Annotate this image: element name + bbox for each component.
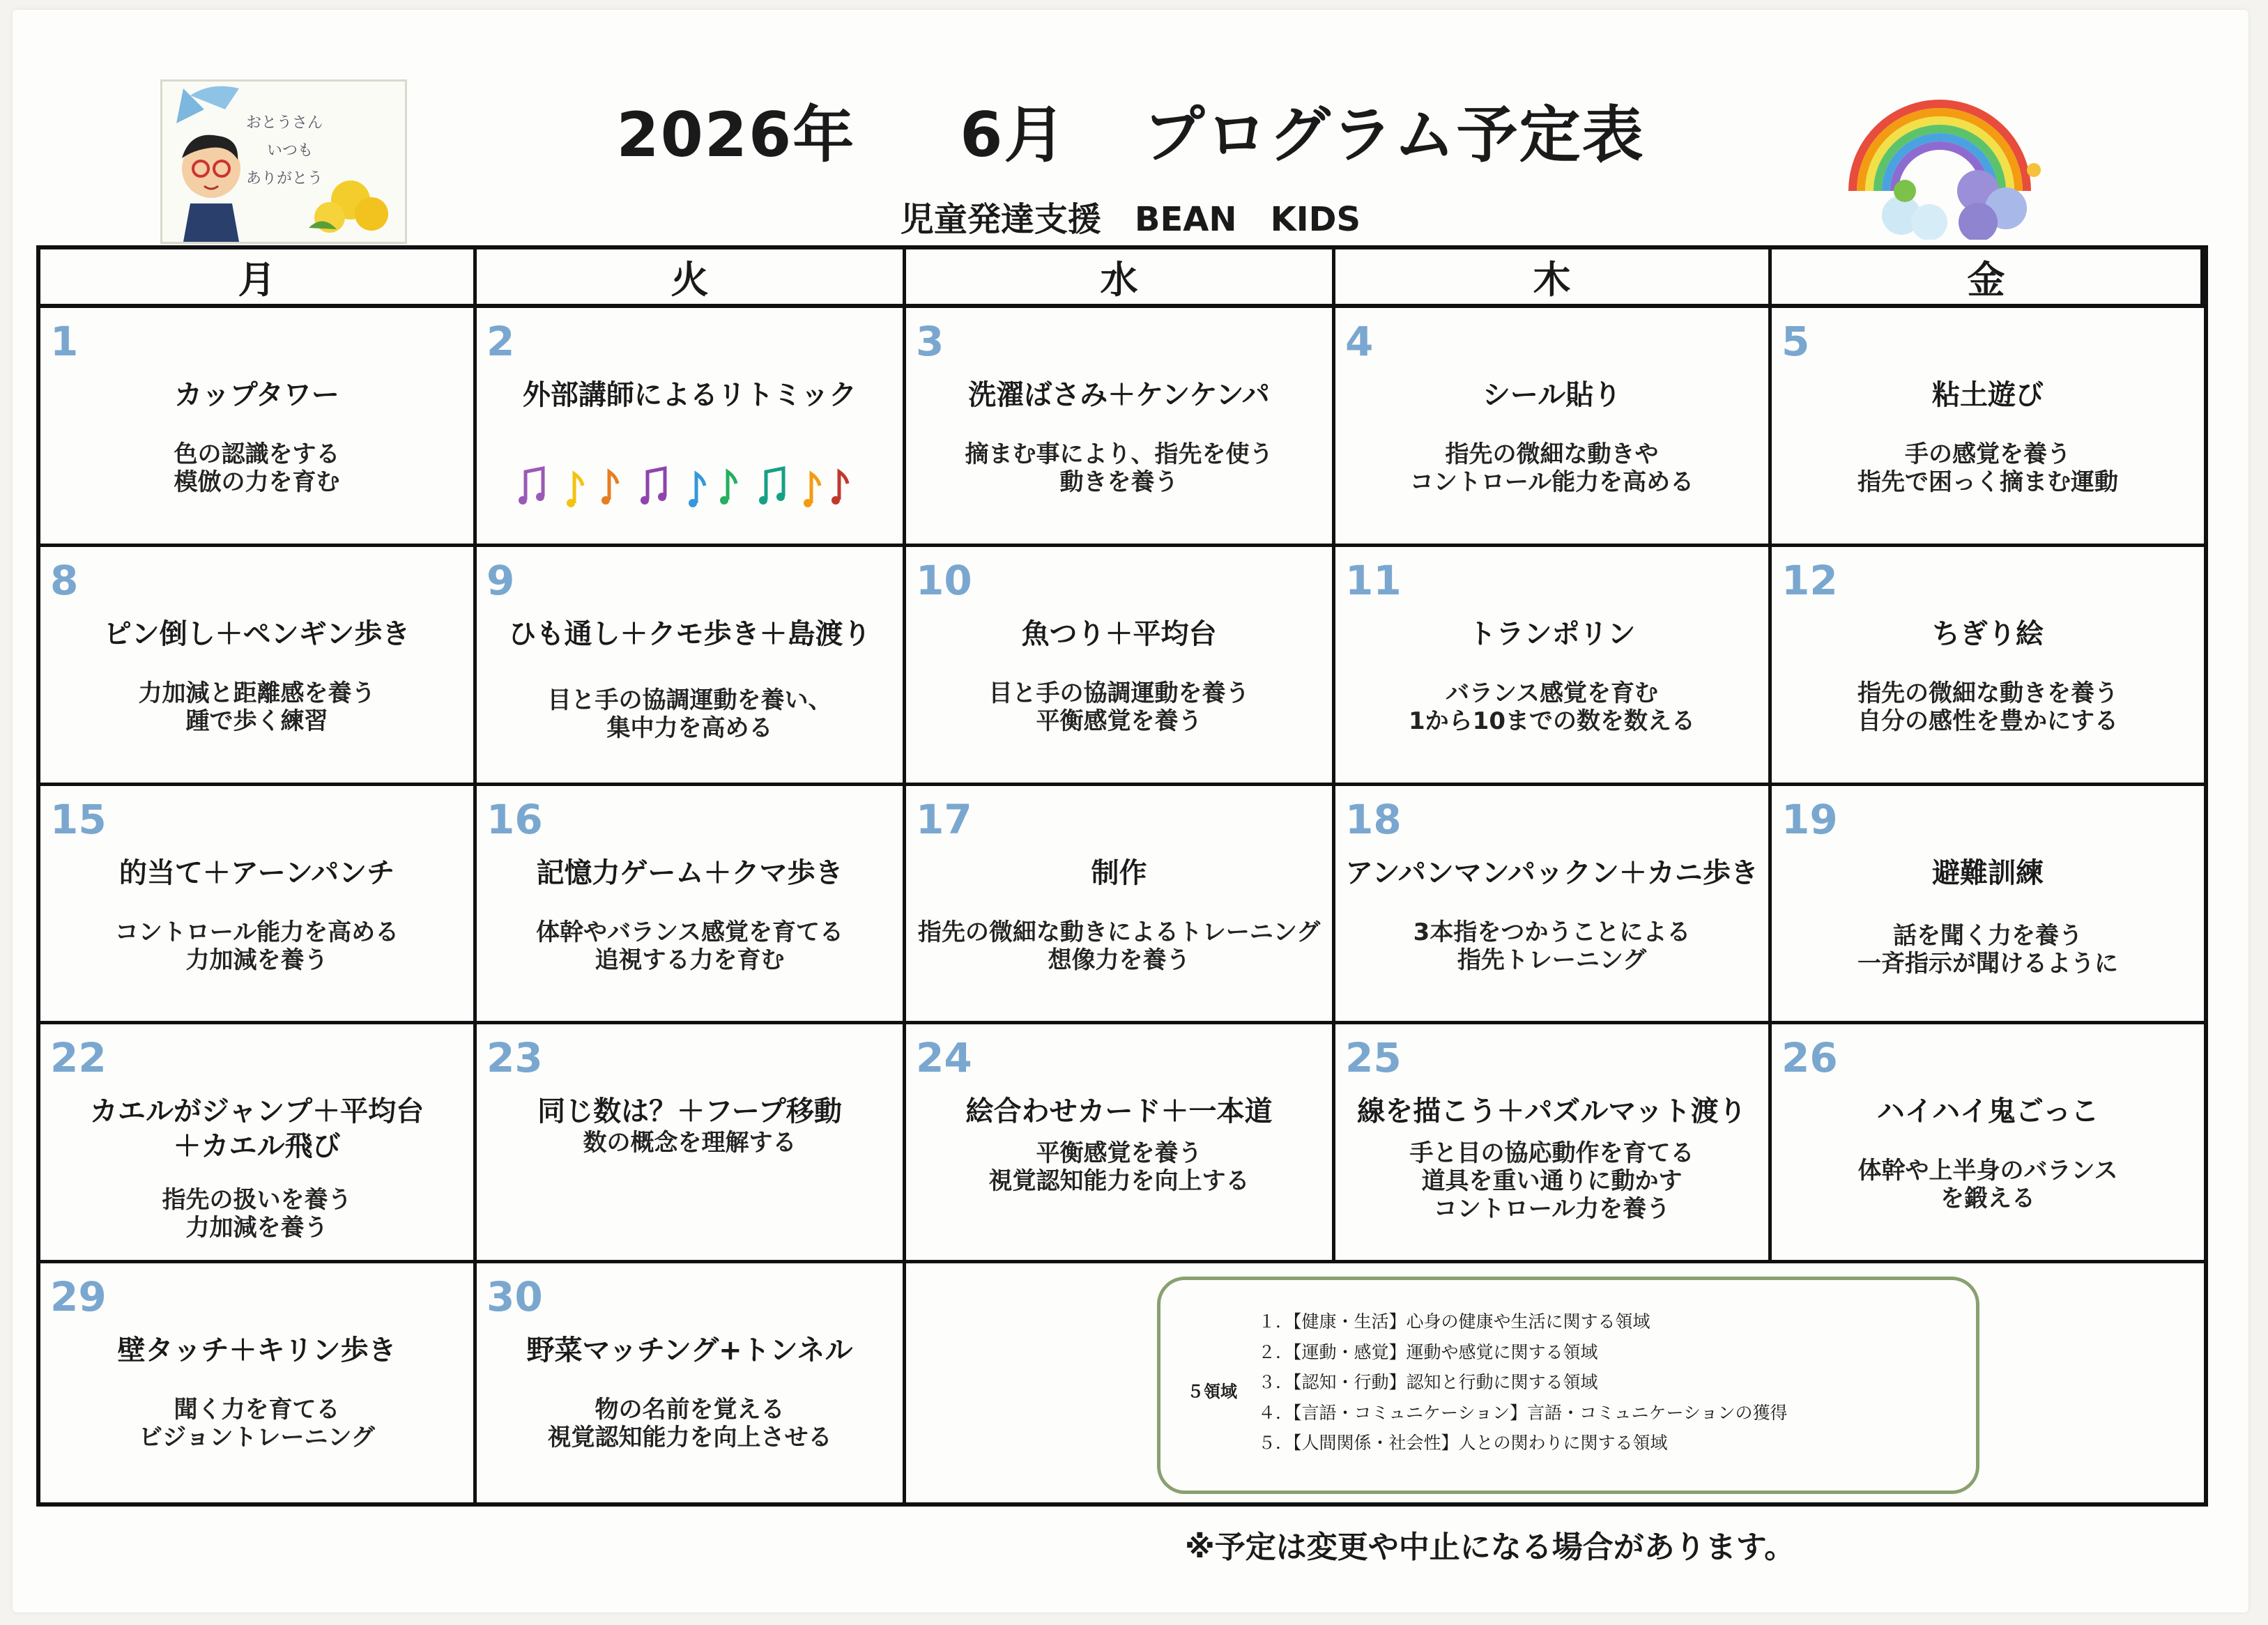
desc-line: 指先の微細な動きを養う [1857, 679, 2118, 707]
program-title: 的当て＋アーンパンチ [118, 856, 395, 889]
desc-line: 物の名前を覚える [595, 1396, 785, 1424]
desc-line: バランス感覚を育む [1446, 679, 1658, 707]
program-description [1772, 922, 2204, 978]
program-description [477, 1396, 903, 1451]
desc-line: 目と手の協調運動を養い、 [547, 686, 832, 714]
program-title: アンパンマンパックン＋カニ歩き [1345, 856, 1759, 889]
schedule-footnote: ※予定は変更や中止になる場合があります。 [1185, 1530, 1795, 1565]
program-title: カエルがジャンプ＋平均台 ＋カエル飛び [89, 1095, 424, 1163]
day-number: 1 [50, 318, 79, 365]
day-cell [40, 308, 477, 547]
program-description [1772, 679, 2204, 735]
day-cell [1772, 1024, 2204, 1263]
desc-line: 平衡感覚を養う [1036, 707, 1202, 735]
legend-label: ５領域 [1187, 1382, 1237, 1401]
desc-line: 視覚認知能力を向上する [988, 1167, 1250, 1196]
program-title: 魚つり＋平均台 [1021, 617, 1217, 650]
desc-line: 3本指をつかうことによる [1413, 918, 1691, 946]
day-number: 17 [916, 795, 972, 843]
day-number: 11 [1345, 556, 1402, 604]
page-title [13, 86, 2248, 174]
day-cell [40, 1024, 477, 1263]
desc-line: 目と手の協調運動を養う [988, 679, 1250, 707]
desc-line: 指先で困っく摘まむ運動 [1857, 468, 2118, 496]
program-title: ちぎり絵 [1932, 617, 2044, 650]
program-title: 壁タッチ＋キリン歩き [117, 1334, 397, 1367]
legend-item: ２．【運動・感覚】運動や感覚に関する領域 [1258, 1341, 1598, 1362]
day-number: 10 [916, 556, 972, 604]
program-description [906, 679, 1332, 735]
desc-line: 視覚認知能力を向上させる [547, 1424, 832, 1452]
day-cell [477, 1263, 906, 1502]
weekday-header: 木 [1335, 249, 1772, 308]
program-description [40, 1396, 473, 1451]
program-title: 線を描こう＋パズルマット渡り [1357, 1095, 1747, 1128]
desc-line: 聞く力を育てる [174, 1396, 340, 1424]
title-year: 2026年 [616, 99, 856, 171]
day-number: 2 [486, 318, 515, 365]
day-number: 4 [1345, 318, 1374, 365]
day-cell [477, 308, 906, 547]
desc-line: 数の概念を理解する [583, 1129, 797, 1157]
legend-list [1258, 1307, 1788, 1458]
day-cell [40, 1263, 477, 1502]
legend-item: １．【健康・生活】心身の健康や生活に関する領域 [1258, 1311, 1650, 1332]
desc-line: 自分の感性を豊かにする [1857, 707, 2118, 735]
day-number: 3 [916, 318, 944, 365]
page-subtitle: 児童発達支援 BEAN KIDS [900, 200, 1361, 239]
desc-line: 摘まむ事により、指先を使う [965, 440, 1273, 468]
day-number: 22 [50, 1034, 107, 1082]
desc-line: コントロール力を養う [1433, 1195, 1671, 1224]
weekday-header: 水 [906, 249, 1335, 308]
program-description [1335, 679, 1768, 735]
program-description [1335, 1139, 1768, 1223]
day-cell [1335, 786, 1772, 1025]
title-text: プログラム予定表 [1143, 99, 1645, 171]
desc-line: 力加減を養う [185, 946, 328, 974]
program-title: トランポリン [1468, 617, 1636, 650]
program-description [1772, 440, 2204, 496]
desc-line: 平衡感覚を養う [1036, 1139, 1202, 1168]
card-line: いつも [267, 142, 314, 160]
desc-line: を鍛える [1940, 1185, 2035, 1213]
day-cell [1772, 786, 2204, 1025]
legend-item: ５．【人間関係・社会性】人との関わりに関する領域 [1258, 1433, 1668, 1453]
desc-line: 体幹やバランス感覚を育てる [536, 918, 843, 946]
desc-line: 指先トレーニング [1457, 946, 1647, 974]
desc-line: コントロール能力を高める [114, 918, 399, 946]
program-description [477, 918, 903, 974]
day-number: 25 [1345, 1034, 1402, 1082]
desc-line: 体幹や上半身のバランス [1857, 1157, 2118, 1185]
day-number: 5 [1782, 318, 1810, 365]
program-title: 野菜マッチング+トンネル [526, 1334, 853, 1367]
desc-line: 力加減と距離感を養う [138, 679, 376, 707]
program-description [1335, 918, 1768, 974]
program-description [906, 1139, 1332, 1195]
program-title: 避難訓練 [1932, 856, 2044, 889]
day-number: 23 [486, 1034, 543, 1082]
program-title: ひも通し＋クモ歩き＋島渡り [508, 617, 871, 650]
desc-line: 模倣の力を育む [174, 468, 340, 496]
program-title: 絵合わせカード＋一本道 [965, 1095, 1273, 1128]
desc-line: 力加減を養う [185, 1214, 328, 1242]
program-title: ハイハイ鬼ごっこ [1876, 1095, 2099, 1128]
day-cell [906, 786, 1335, 1025]
program-description [1772, 1157, 2204, 1212]
program-description [906, 440, 1332, 496]
day-cell [906, 308, 1335, 547]
program-description [477, 686, 903, 742]
music-notes-icon [519, 461, 853, 510]
desc-line: 1から10までの数を数える [1409, 707, 1695, 735]
desc-line: 指先の微細な動きや [1445, 440, 1659, 468]
day-cell [477, 786, 906, 1025]
desc-line: ビジョントレーニング [139, 1424, 375, 1452]
day-number: 18 [1345, 795, 1402, 843]
day-number: 9 [486, 556, 515, 604]
desc-line: 集中力を高める [606, 714, 773, 742]
desc-line: 指先の扱いを養う [162, 1186, 352, 1215]
weekday-header: 火 [477, 249, 906, 308]
day-cell [1335, 308, 1772, 547]
title-month: 6月 [960, 99, 1067, 171]
desc-line: 手の感覚を養う [1905, 440, 2071, 468]
day-number: 8 [50, 556, 79, 604]
desc-line: 話を聞く力を養う [1893, 921, 2083, 950]
desc-line: 追視する力を育む [595, 946, 785, 974]
program-title: 洗濯ばさみ＋ケンケンパ [968, 379, 1270, 411]
legend-item: ４．【言語・コミュニケーション】言語・コミュニケーションの獲得 [1258, 1402, 1788, 1423]
day-number: 24 [916, 1034, 972, 1082]
program-description [477, 1129, 903, 1157]
program-title: 粘土遊び [1932, 379, 2044, 411]
day-number: 12 [1782, 556, 1838, 604]
program-description [40, 679, 473, 735]
desc-line: 一斉指示が聞けるように [1857, 949, 2118, 978]
desc-line: 手と目の協応動作を育てる [1409, 1139, 1694, 1168]
program-title: カップタワー [174, 379, 339, 411]
five-domains-legend [1157, 1277, 1979, 1494]
card-line: ありがとう [246, 170, 323, 187]
day-number: 26 [1782, 1034, 1838, 1082]
program-title: 外部講師によるリトミック [522, 379, 857, 411]
desc-line: 踵で歩く練習 [185, 707, 328, 735]
program-description [906, 918, 1332, 974]
desc-line: 色の認識をする [174, 440, 340, 468]
day-number: 19 [1782, 795, 1838, 843]
desc-line: 想像力を養う [1048, 946, 1190, 974]
day-cell [906, 547, 1335, 786]
program-description [1335, 440, 1768, 496]
card-line: おとうさん [246, 114, 323, 132]
desc-line: 動きを養う [1059, 468, 1179, 496]
day-cell [40, 786, 477, 1025]
day-cell [1335, 1024, 1772, 1263]
day-number: 15 [50, 795, 107, 843]
day-cell [1772, 308, 2204, 547]
program-title: シール貼り [1482, 379, 1622, 411]
day-cell [477, 1024, 906, 1263]
weekday-header: 金 [1772, 249, 2204, 308]
day-cell [906, 1024, 1335, 1263]
day-number: 16 [486, 795, 543, 843]
program-title: 記憶力ゲーム＋クマ歩き [536, 856, 843, 889]
weekday-header: 月 [40, 249, 477, 308]
desc-line: 指先の微細な動きによるトレーニング [917, 918, 1321, 946]
program-title: 制作 [1091, 856, 1147, 889]
day-cell [477, 547, 906, 786]
day-number: 29 [50, 1273, 107, 1321]
desc-line: コントロール能力を高める [1409, 468, 1694, 496]
day-cell [1772, 547, 2204, 786]
day-cell [40, 547, 477, 786]
legend-item: ３．【認知・行動】認知と行動に関する領域 [1258, 1372, 1598, 1392]
program-title: ピン倒し＋ペンギン歩き [103, 617, 411, 650]
program-description [40, 440, 473, 496]
day-cell [1335, 547, 1772, 786]
desc-line: 道具を重い通りに動かす [1421, 1167, 1683, 1196]
program-title: 同じ数は？＋フープ移動 [537, 1095, 842, 1128]
day-number: 30 [486, 1273, 543, 1321]
program-description [40, 1186, 473, 1242]
program-description [40, 918, 473, 974]
